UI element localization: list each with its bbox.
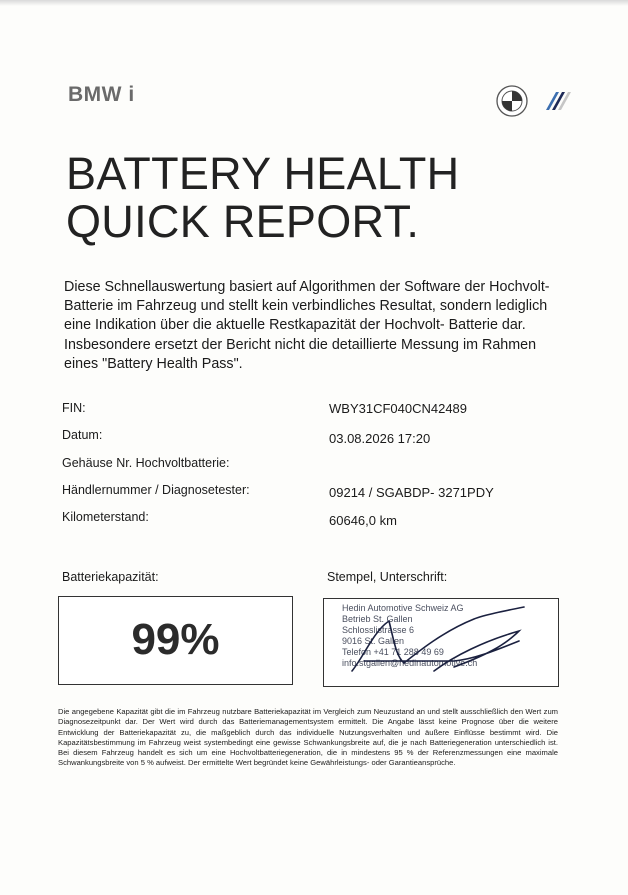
capacity-box: [58, 596, 293, 685]
datum-label: Datum:: [62, 428, 103, 442]
stamp-line: info.stgallen@hedinautomotive.ch: [342, 658, 478, 668]
datum-value: 03.08.2026 17:20: [329, 431, 431, 446]
km-value: 60646,0 km: [329, 513, 397, 528]
stamp-line: Telefon +41 71 288 49 69: [342, 647, 444, 657]
report-title-line-1: BATTERY HEALTH: [66, 148, 460, 199]
stamp-line: Schlosslistrasse 6: [342, 625, 415, 635]
haendler-label: Händlernummer / Diagnosetester:: [62, 483, 250, 497]
scan-edge: [0, 0, 628, 6]
haendler-value: 09214 / SGABDP- 3271PDY: [329, 485, 494, 500]
km-label: Kilometerstand:: [62, 510, 149, 524]
bmw-roundel-icon: [496, 85, 528, 117]
stamp-line: Hedin Automotive Schweiz AG: [342, 603, 464, 613]
handwritten-signature: [334, 601, 549, 681]
gehaeuse-label: Gehäuse Nr. Hochvoltbatterie:: [62, 456, 230, 470]
report-title-line-2: QUICK REPORT.: [66, 196, 420, 247]
stamp-line: 9016 St. Gallen: [342, 636, 405, 646]
brand-logo-text: BMW i: [68, 83, 135, 106]
capacity-value: 99%: [131, 615, 220, 664]
capacity-label: Batteriekapazität:: [62, 570, 159, 584]
fin-label: FIN:: [62, 401, 86, 415]
fin-value: WBY31CF040CN42489: [329, 401, 468, 416]
report-title: [66, 150, 586, 246]
disclaimer-text: Die angegebene Kapazität gibt die im Fahrzeug nutzbare Batteriekapazität im Vergleich zum Neuzustand an und stellt ausschließlich den Wert zum Diagnosezeitpunkt dar. Der Wert wird durch das Batteriemanagementsystem ermittelt. Die Angabe lässt keine Prognose über die weitere Entwicklung der Batteriekapazität zu, die maßgeblich durch das individuelle Nutzungsverhalten und äußere Einflüsse bestimmt wird. Die Kapazitätsbestimmung im Fahrzeug weist systembedingt eine gewisse Schwankungsbreite auf, die je nach Batteriegeneration unterschiedlich ist. Bei diesem Fahrzeug handelt es sich um eine Hochvoltbatteriegeneration, die in mindestens 95 % der Referenzmessungen eine maximale Schwankungsbreite von 5 % aufweist. Der ermittelte Wert begründet keine Gewährleistungs- oder Garantieansprüche.: [58, 707, 558, 768]
intro-paragraph: Diese Schnellauswertung basiert auf Algorithmen der Software der Hochvolt- Batterie im Fahrzeug und stellt kein verbindliches Resultat, sondern lediglich eine Indikation über die aktuelle Restkapazität der Hochvolt- Batterie dar. Insbesondere ersetzt der Bericht nicht die detaillierte Messung im Rahmen eines "Battery Health Pass".: [64, 279, 550, 372]
stamp-label: Stempel, Unterschrift:: [327, 570, 448, 584]
bmw-i-stripes-icon: [544, 91, 574, 111]
stamp-line: Betrieb St. Gallen: [342, 614, 413, 624]
stamp-signature-box: [323, 598, 559, 687]
